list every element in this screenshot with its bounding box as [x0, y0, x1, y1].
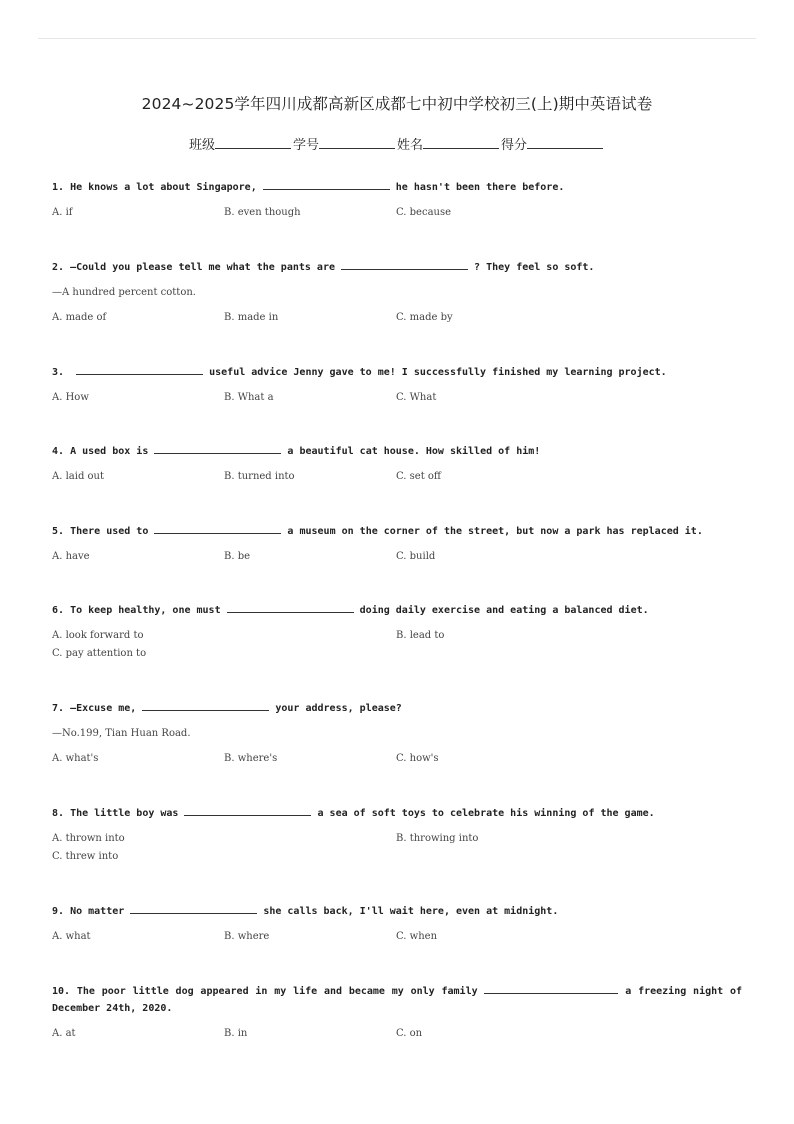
option-a[interactable]: A. laid out [52, 471, 104, 482]
option-a[interactable]: A. made of [52, 312, 107, 323]
option-c[interactable]: C. made by [396, 312, 453, 323]
option-a[interactable]: A. what [52, 931, 91, 942]
question-stem [52, 601, 742, 619]
option-c[interactable]: C. how's [396, 753, 439, 764]
question-1 [52, 178, 742, 221]
page-title: 2024~2025学年四川成都高新区成都七中初中学校初三(上)期中英语试卷 [141, 95, 653, 113]
class-field-label: 班级 [188, 138, 215, 153]
options-row [52, 928, 742, 945]
stem-text-before: No matter [70, 906, 125, 917]
answer-blank[interactable] [142, 699, 269, 711]
answer-blank[interactable] [154, 522, 281, 534]
question-9 [52, 902, 742, 945]
answer-blank[interactable] [484, 982, 618, 994]
option-b[interactable]: B. even though [224, 207, 301, 218]
question-8 [52, 804, 742, 865]
question-stem [52, 363, 742, 381]
question-number: 9. [52, 906, 65, 917]
stem-text-after: useful advice Jenny gave to me! I successfully finished my learning project. [209, 367, 667, 378]
question-number: 7. [52, 703, 65, 714]
question-3 [52, 363, 742, 406]
option-a[interactable]: A. How [52, 392, 89, 403]
question-number: 6. [52, 605, 65, 616]
question-stem [52, 258, 742, 276]
name-field-blank[interactable] [423, 136, 499, 149]
question-stem [52, 902, 742, 920]
question-4 [52, 442, 742, 485]
stem-text-before: —Could you please tell me what the pants are [70, 262, 335, 273]
options-row [52, 750, 742, 767]
options-row [52, 548, 742, 565]
answer-blank[interactable] [227, 601, 354, 613]
question-6 [52, 601, 742, 662]
options-row [52, 309, 742, 326]
option-a[interactable]: A. look forward to [52, 630, 144, 641]
option-c[interactable]: C. threw into [52, 851, 119, 862]
question-number: 3. [52, 367, 65, 378]
stem-text-after: a beautiful cat house. How skilled of him! [287, 446, 541, 457]
question-7 [52, 699, 742, 767]
option-b[interactable]: B. where [224, 931, 270, 942]
options-row [52, 389, 742, 406]
option-b[interactable]: B. where's [224, 753, 278, 764]
stem-text-after: your address, please? [275, 703, 402, 714]
stem-text-after: she calls back, I'll wait here, even at midnight. [263, 906, 559, 917]
top-divider [38, 38, 756, 39]
question-stem [52, 522, 742, 540]
question-number: 1. [52, 182, 65, 193]
score-field-blank[interactable] [527, 136, 603, 149]
class-field-blank[interactable] [215, 136, 291, 149]
options-row [52, 204, 742, 221]
stem-text-before: To keep healthy, one must [70, 605, 221, 616]
stem-text-after: a sea of soft toys to celebrate his winning of the game. [317, 808, 655, 819]
answer-blank[interactable] [341, 258, 468, 270]
option-b[interactable]: B. in [224, 1028, 248, 1039]
question-number: 8. [52, 808, 65, 819]
answer-blank[interactable] [130, 902, 257, 914]
option-c[interactable]: C. What [396, 392, 437, 403]
option-b[interactable]: B. throwing into [396, 833, 479, 844]
question-10 [52, 982, 742, 1042]
dialog-reply: —A hundred percent cotton. [52, 287, 196, 298]
question-number: 5. [52, 526, 65, 537]
answer-blank[interactable] [76, 363, 203, 375]
question-stem [52, 178, 742, 196]
option-c[interactable]: C. set off [396, 471, 442, 482]
question-2 [52, 258, 742, 326]
stem-text-after: a museum on the corner of the street, but now a park has replaced it. [287, 526, 703, 537]
option-a[interactable]: A. thrown into [52, 833, 125, 844]
name-field-label: 姓名 [397, 138, 424, 153]
stem-text-after: ? They feel so soft. [474, 262, 595, 273]
option-a[interactable]: A. what's [52, 753, 99, 764]
question-stem [52, 982, 742, 1017]
option-c[interactable]: C. when [396, 931, 438, 942]
answer-blank[interactable] [184, 804, 311, 816]
answer-blank[interactable] [263, 178, 390, 190]
options-row [52, 468, 742, 485]
option-c[interactable]: C. pay attention to [52, 648, 147, 659]
option-a[interactable]: A. have [52, 551, 90, 562]
stem-text-before: The poor little dog appeared in my life and became my only family [76, 986, 478, 997]
option-b[interactable]: B. made in [224, 312, 279, 323]
stem-text-before: He knows a lot about Singapore, [70, 182, 257, 193]
stem-text-before: There used to [70, 526, 149, 537]
option-c[interactable]: C. build [396, 551, 436, 562]
stem-text-before: The little boy was [70, 808, 179, 819]
dialog-reply: —No.199, Tian Huan Road. [52, 728, 191, 739]
option-b[interactable]: B. be [224, 551, 251, 562]
score-field-label: 得分 [501, 138, 528, 153]
options-row [52, 627, 742, 662]
question-number: 4. [52, 446, 65, 457]
student-number-field-blank[interactable] [319, 136, 395, 149]
question-number: 10. [52, 986, 71, 997]
options-row [52, 1025, 742, 1042]
stem-text-before: A used box is [70, 446, 149, 457]
option-c[interactable]: C. on [396, 1028, 423, 1039]
option-b[interactable]: B. turned into [224, 471, 295, 482]
option-b[interactable]: B. What a [224, 392, 274, 403]
question-stem [52, 804, 742, 822]
stem-text-before: —Excuse me, [70, 703, 137, 714]
option-a[interactable]: A. if [52, 207, 73, 218]
stem-text-after: a freezing night of December 24th, 2020. [52, 986, 742, 1014]
question-stem [52, 699, 742, 717]
stem-text-after: doing daily exercise and eating a balanced diet. [359, 605, 649, 616]
question-stem [52, 442, 742, 460]
student-info-row [0, 134, 794, 153]
option-a[interactable]: A. at [52, 1028, 76, 1039]
student-number-field-label: 学号 [292, 138, 319, 153]
question-number: 2. [52, 262, 65, 273]
option-b[interactable]: B. lead to [396, 630, 445, 641]
options-row [52, 830, 742, 865]
option-c[interactable]: C. because [396, 207, 452, 218]
question-5 [52, 522, 742, 565]
stem-text-after: he hasn't been there before. [395, 182, 565, 193]
answer-blank[interactable] [154, 442, 281, 454]
